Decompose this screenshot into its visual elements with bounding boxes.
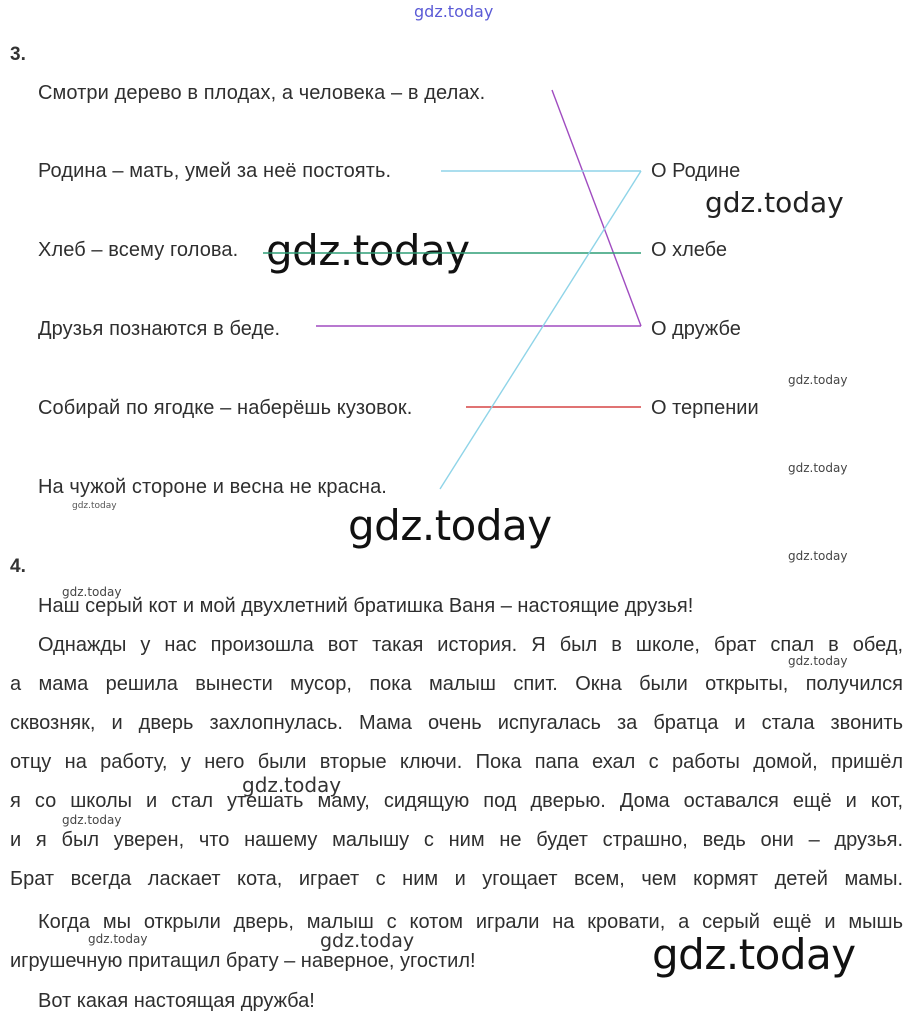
proverb-2: Родина – мать, умей за неё постоять. [38, 160, 392, 182]
proverb-4: Друзья познаются в беде. [38, 318, 281, 340]
watermark-small-1: gdz.today [788, 373, 848, 387]
watermark-small-5: gdz.today [788, 654, 848, 668]
text-line: Наш серый кот и мой двухлетний братишка Ваня – настоящие друзья! [38, 595, 694, 617]
watermark-mid-text-2: gdz.today [320, 930, 415, 952]
proverb-6: На чужой стороне и весна не красна. [38, 476, 387, 498]
text-line: Брат всегда ласкает кота, играет с ним и угощает всем, чем кормят детей мамы. [10, 868, 903, 890]
text-line: отцу на работу, у него были вторые ключи. Пока папа ехал с работы домой, пришёл [10, 751, 903, 773]
watermark-small-6: gdz.today [62, 813, 122, 827]
text-line: игрушечную притащил брату – наверное, угостил! [10, 950, 476, 972]
watermark-mid-text: gdz.today [242, 773, 342, 797]
proverb-1: Смотри дерево в плодах, а человека – в делах. [38, 82, 486, 104]
text-line: Вот какая настоящая дружба! [38, 990, 315, 1012]
watermark-top: gdz.today [414, 2, 494, 21]
paragraph-3 [10, 903, 903, 981]
watermark-small-3: gdz.today [788, 549, 848, 563]
task-4-number: 4. [10, 556, 26, 577]
watermark-center-upper: gdz.today [266, 226, 470, 275]
watermark-bottom-right: gdz.today [652, 930, 856, 979]
watermark-small-4: gdz.today [62, 585, 122, 599]
watermark-tiny-1: gdz.today [72, 501, 117, 511]
paragraph-4 [10, 982, 903, 1021]
text-line: и я был уверен, что нашему малышу с ним не будет страшно, ведь они – друзья. [10, 829, 903, 851]
text-line: я со школы и стал утешать маму, сидящую под дверью. Дома оставался ещё и кот, [10, 790, 903, 812]
topic-rodina: О Родине [651, 160, 741, 182]
watermark-small-7: gdz.today [88, 932, 148, 946]
text-line: а мама решила вынести мусор, пока малыш спит. Окна были открыты, получился [10, 673, 903, 695]
task-3-number: 3. [10, 44, 26, 65]
match-line-6 [440, 171, 641, 489]
topic-hleb: О хлебе [651, 239, 728, 261]
paragraph-1 [10, 587, 903, 626]
text-line: сквозняк, и дверь захлопнулась. Мама очень испугалась за братца и стала звонить [10, 712, 903, 734]
proverb-3: Хлеб – всему голова. [38, 239, 239, 261]
watermark-center-lower: gdz.today [348, 501, 552, 550]
paragraph-2 [10, 626, 903, 899]
watermark-right-upper: gdz.today [705, 186, 844, 219]
watermark-small-2: gdz.today [788, 461, 848, 475]
text-line: Когда мы открыли дверь, малыш с котом играли на кровати, а серый ещё и мышь [38, 911, 903, 933]
text-line: Однажды у нас произошла вот такая история. Я был в школе, брат спал в обед, [38, 634, 903, 656]
topic-terpenie: О терпении [651, 397, 759, 419]
proverb-5: Собирай по ягодке – наберёшь кузовок. [38, 397, 413, 419]
topic-druzhba: О дружбе [651, 318, 741, 340]
